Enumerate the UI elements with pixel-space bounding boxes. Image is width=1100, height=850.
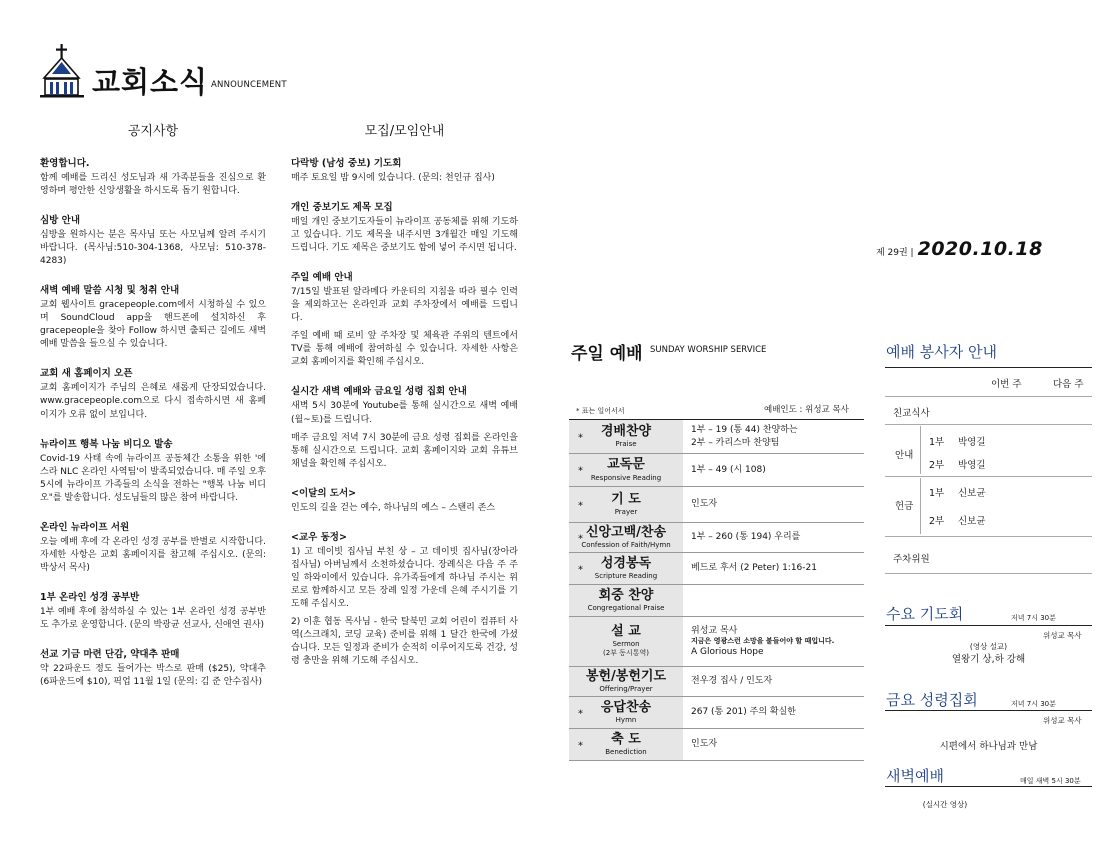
gatherings-item xyxy=(291,199,518,255)
notices-item xyxy=(40,282,266,351)
worship-order-table xyxy=(569,419,864,761)
gatherings-item xyxy=(291,269,518,369)
worship-detail-line: 1부 – 49 (시 108) xyxy=(691,464,766,475)
gatherings-heading: 모집/모임안내 xyxy=(364,124,445,139)
worship-item-detail xyxy=(683,531,864,543)
worship-detail-line: 인도자 xyxy=(691,739,718,750)
notices-item-body xyxy=(40,606,266,632)
worship-item-english: Prayer xyxy=(614,508,638,517)
gatherings-item xyxy=(291,155,518,185)
usher-part-2: 2부 xyxy=(929,460,945,471)
worship-row xyxy=(569,553,864,585)
notices-item xyxy=(40,646,266,689)
notices-item-body xyxy=(40,229,266,268)
worship-item-cell xyxy=(569,553,683,584)
worship-item-name: 설 교 xyxy=(611,623,641,639)
worship-detail-line: 지금은 영광스런 소망을 붙들어야 할 때입니다. xyxy=(691,636,835,645)
worship-detail-line: 인도자 xyxy=(691,499,718,510)
worship-item-english: Responsive Reading xyxy=(590,473,662,482)
worship-item-name: 응답찬송 xyxy=(600,699,652,715)
worship-item-english: Praise xyxy=(615,440,637,449)
wednesday-time: 저녁 7시 30분 xyxy=(1011,614,1056,622)
gatherings-item-title: <교우 동정> xyxy=(291,531,347,543)
worship-item-name: 교독문 xyxy=(607,457,645,473)
gatherings-item-body xyxy=(291,172,518,185)
servers-col-next-week: 다음 주 xyxy=(1053,379,1084,390)
worship-item-cell xyxy=(569,523,683,552)
usher-part-1: 1부 xyxy=(929,437,945,448)
worship-item-cell xyxy=(569,697,683,728)
gatherings-item-paragraph: 매주 금요일 저녁 7시 30분에 금요 성령 집회를 온라인을 통해 실시간으로 드립니다. 교회 홈페이지와 교회 유튜브 채널을 확인해 주십시오. xyxy=(291,432,518,469)
notices-item-title: 온라인 뉴라이프 서원 xyxy=(40,521,130,533)
worship-subtitle: SUNDAY WORSHIP SERVICE xyxy=(650,345,767,355)
worship-item-detail xyxy=(683,424,864,448)
issue-info xyxy=(876,238,1043,260)
notices-item-title: 교회 새 홈페이지 오픈 xyxy=(40,368,133,380)
servers-parking-label: 주차위원 xyxy=(893,554,930,565)
wednesday-leader: 위성교 목사 xyxy=(1043,631,1082,640)
worship-row xyxy=(569,420,864,454)
gatherings-item-title: <이달의 도서> xyxy=(291,487,357,499)
offering-name-1: 신보균 xyxy=(958,488,986,499)
offering-part-2: 2부 xyxy=(929,516,945,527)
page-title: 교회소식 xyxy=(92,65,209,99)
notices-item-title: 새벽 예배 말씀 시청 및 청취 안내 xyxy=(40,285,180,297)
divider xyxy=(885,476,1092,477)
servers-fellowship-label: 친교식사 xyxy=(893,408,930,419)
gatherings-item-paragraph: 매주 토요일 밤 9시에 있습니다. (문의: 천인규 집사) xyxy=(291,173,495,183)
issue-date: 2020.10.18 xyxy=(917,238,1043,260)
worship-detail-line: 1부 – 19 (통 44) 찬양하는 xyxy=(691,425,798,436)
worship-item-english: Scripture Reading xyxy=(594,572,658,581)
worship-item-english: Congregational Praise xyxy=(587,604,665,613)
worship-row xyxy=(569,729,864,761)
worship-item-name: 봉헌/봉헌기도 xyxy=(585,668,667,684)
worship-detail-line: 베드로 후서 (2 Peter) 1:16-21 xyxy=(691,563,817,574)
notices-item xyxy=(40,212,266,268)
wednesday-note: (영상 설교) xyxy=(969,642,1008,651)
friday-time: 저녁 7시 30분 xyxy=(1011,700,1056,708)
worship-item-name: 신앙고백/찬송 xyxy=(585,524,667,540)
worship-row xyxy=(569,523,864,553)
notices-item-paragraph: Covid-19 사태 속에 뉴라이프 공동체간 소통을 위한 '에스라 NLC 온라인 사역팀'이 발족되었습니다. 매 주일 오후 5시에 뉴라이프 가족들의 소식을 전하는 "행복 나눔 비디오"를 발송합니다. 성도님들의 많은 참여 바랍니다. xyxy=(40,453,266,503)
page-subtitle: ANNOUNCEMENT xyxy=(211,80,287,90)
notices-item-title: 1부 온라인 성경 공부반 xyxy=(40,591,140,603)
worship-item-cell xyxy=(569,454,683,486)
divider xyxy=(885,367,1092,368)
divider xyxy=(885,710,1092,711)
issue-volume: 제 29권 | xyxy=(876,248,914,258)
notices-item-body xyxy=(40,663,266,689)
gatherings-item-body xyxy=(291,502,518,515)
notices-item-body xyxy=(40,382,266,421)
church-icon xyxy=(40,44,84,100)
notices-item-paragraph: 함께 예배를 드리신 성도님과 새 가족분들을 진심으로 환영하며 평안한 신앙생활을 하시도록 돕기 원합니다. xyxy=(40,173,266,197)
worship-title: 주일 예배 xyxy=(571,344,643,364)
worship-item-name: 회중 찬양 xyxy=(598,587,654,603)
worship-row xyxy=(569,667,864,697)
divider xyxy=(885,536,1092,537)
standing-mark: * xyxy=(578,708,583,720)
gatherings-item-body xyxy=(291,286,518,369)
notices-item-title: 환영합니다. xyxy=(40,158,90,169)
servers-col-this-week: 이번 주 xyxy=(991,379,1022,390)
usher-name-1: 박영길 xyxy=(958,437,986,448)
worship-item-detail xyxy=(683,706,864,718)
notices-item xyxy=(40,589,266,632)
notices-item-title: 선교 기금 마련 단감, 약대추 판매 xyxy=(40,648,180,660)
worship-row xyxy=(569,697,864,729)
divider xyxy=(885,424,1092,425)
dawn-title: 새벽예배 xyxy=(886,767,944,785)
usher-name-2: 박영길 xyxy=(958,460,986,471)
gatherings-item xyxy=(291,529,518,668)
notices-list xyxy=(40,155,266,689)
worship-item-note: (2부 동시통역) xyxy=(603,649,649,658)
gatherings-item-paragraph: 2) 이훈 협동 목사님 - 한국 탈북민 교회 어린이 컴퓨터 사역(스크래치, 코딩 교육) 준비를 위해 1 달간 한국에 가셨습니다. 모든 일정과 준비가 순적히 이루어지도록 건강, 성령 충만을 위해 기도해 주십시오. xyxy=(291,616,518,667)
notices-column xyxy=(40,120,266,703)
gatherings-item-paragraph: 주일 예배 때 로비 앞 주차장 및 체육관 주위의 텐트에서 TV를 통해 예배에 참여하실 수 있습니다. 자세한 사항은 교회 홈페이지를 확인해 주십시오. xyxy=(291,331,518,368)
divider xyxy=(920,426,921,474)
servers-title: 예배 봉사자 안내 xyxy=(886,343,997,361)
gatherings-item-body xyxy=(291,400,518,470)
gatherings-item-body xyxy=(291,216,518,255)
worship-item-name: 성경봉독 xyxy=(600,555,652,571)
gatherings-item-title: 개인 중보기도 제목 모집 xyxy=(291,202,393,214)
worship-item-cell xyxy=(569,585,683,616)
servers-offering-label: 헌금 xyxy=(895,501,914,512)
friday-sermon: 시편에서 하나님과 만남 xyxy=(939,741,1038,752)
worship-detail-line: 267 (통 201) 주의 확실한 xyxy=(691,707,796,718)
notices-item-body xyxy=(40,172,266,198)
worship-item-name: 기 도 xyxy=(611,491,641,507)
gatherings-item xyxy=(291,485,518,515)
worship-item-english: Offering/Prayer xyxy=(599,685,653,694)
worship-item-detail xyxy=(683,464,864,476)
worship-item-detail xyxy=(683,498,864,510)
worship-item-detail xyxy=(683,738,864,750)
worship-item-english: Hymn xyxy=(615,716,637,725)
worship-item-english: Benediction xyxy=(605,748,647,757)
gatherings-item-title: 다락방 (남성 중보) 기도회 xyxy=(291,158,402,169)
gatherings-item xyxy=(291,383,518,470)
standing-mark: * xyxy=(578,533,583,545)
notices-item-paragraph: 교회 홈페이지가 주님의 은혜로 새롭게 단장되었습니다. www.gracepeople.com으로 다시 접속하시면 새 홈페이지가 오류 없이 보입니다. xyxy=(40,383,266,420)
worship-note: * 표는 일어서서 xyxy=(576,407,625,415)
worship-item-english: Sermon xyxy=(612,640,640,649)
notices-item-body xyxy=(40,453,266,505)
offering-part-1: 1부 xyxy=(929,488,945,499)
notices-item xyxy=(40,365,266,421)
notices-item-paragraph: 교회 웹사이트 gracepeople.com에서 시청하실 수 있으며 SoundCloud app을 핸드폰에 설치하신 후 gracepeople을 찾아 Follow 하시면 출퇴근 길에도 새벽예배 말씀을 들으실 수 있습니다. xyxy=(40,300,266,350)
gatherings-item-paragraph: 매일 개인 중보기도자들이 뉴라이프 공동체를 위해 기도하고 있습니다. 기도 제목을 내주시면 3개월간 매일 기도해 드립니다. 기도 제목은 중보기도 함에 넣어 주시면 됩니다. xyxy=(291,217,518,254)
gatherings-list xyxy=(291,155,518,668)
worship-item-cell xyxy=(569,420,683,453)
worship-item-detail xyxy=(683,625,864,659)
worship-item-name: 경배찬양 xyxy=(600,423,652,439)
worship-detail-line: A Glorious Hope xyxy=(691,647,764,658)
gatherings-column xyxy=(291,120,518,682)
worship-item-detail xyxy=(683,562,864,574)
dawn-info xyxy=(885,800,1005,811)
standing-mark: * xyxy=(578,500,583,512)
offering-name-2: 신보균 xyxy=(958,516,986,527)
notices-item-paragraph: 오늘 예배 후에 각 온라인 성경 공부를 반별로 시작합니다. 자세한 사항은 교회 홈페이지를 참고해 주십시오. (문의:박상서 목사) xyxy=(40,536,266,573)
gatherings-item-title: 실시간 새벽 예배와 금요일 성령 집회 안내 xyxy=(291,386,467,398)
gatherings-item-paragraph: 새벽 5시 30분에 Youtube를 통해 실시간으로 새벽 예배(월~토)를 드립니다. xyxy=(291,401,518,425)
worship-detail-line: 위성교 목사 xyxy=(691,625,738,636)
notices-heading: 공지사항 xyxy=(127,124,179,139)
notices-item-paragraph: 심방을 원하시는 분은 목사님 또는 사모님께 알려 주시기 바랍니다. (목사님:510-304-1368, 사모님: 510-378-4283) xyxy=(40,230,266,267)
gatherings-item-paragraph: 인도의 길을 걷는 예수, 하나님의 예스 – 스탠리 존스 xyxy=(291,502,496,513)
divider xyxy=(920,478,921,534)
notices-item xyxy=(40,155,266,198)
worship-item-cell xyxy=(569,487,683,522)
worship-leader: 예배인도 : 위성교 목사 xyxy=(764,405,849,415)
servers-usher-label: 안내 xyxy=(895,450,914,461)
notices-item-body xyxy=(40,536,266,575)
notices-item-body xyxy=(40,299,266,351)
worship-item-cell xyxy=(569,729,683,760)
divider xyxy=(885,625,1092,626)
worship-item-cell xyxy=(569,617,683,666)
gatherings-item-paragraph: 1) 고 데이빗 집사님 부친 상 – 고 데이빗 집사님(장아라 집사님) 아버님께서 소천하셨습니다. 장례식은 다음 주 주일 하와이에서 있습니다. 유가족들에게 하나님 주시는 위로로 함께하시고 모든 장례 일정 가운데 은혜 주시기를 기도해 주십시오. xyxy=(291,546,518,609)
worship-item-detail xyxy=(683,675,864,687)
worship-detail-line: 2부 – 카리스마 찬양팀 xyxy=(691,437,780,448)
wednesday-title: 수요 기도회 xyxy=(886,605,964,623)
worship-detail-line: 전우경 집사 / 인도자 xyxy=(691,676,773,687)
worship-item-name: 축 도 xyxy=(611,731,641,747)
notices-item xyxy=(40,436,266,505)
gatherings-item-title: 주일 예배 안내 xyxy=(291,272,353,284)
dawn-time: 매일 새벽 5시 30분 xyxy=(1020,777,1081,785)
wednesday-sermon: 열왕기 상,하 강해 xyxy=(951,653,1026,665)
standing-mark: * xyxy=(578,740,583,752)
notices-item-title: 뉴라이프 행복 나눔 비디오 발송 xyxy=(40,438,173,450)
worship-row xyxy=(569,585,864,617)
standing-mark: * xyxy=(578,465,583,477)
dawn-note: (실시간 영상) xyxy=(922,800,968,809)
divider xyxy=(885,573,1092,574)
standing-mark: * xyxy=(578,564,583,576)
worship-detail-line: 1부 – 260 (통 194) 우리를 xyxy=(691,532,801,543)
gatherings-item-paragraph: 7/15일 발표된 알라메다 카운티의 지침을 따라 필수 인력을 제외하고는 온라인과 교회 주차장에서 예배를 드립니다. xyxy=(291,287,518,324)
divider xyxy=(885,396,1092,397)
notices-item-paragraph: 약 22파운드 정도 들어가는 박스로 판매 ($25), 약대추 (6파운드에 $10), 픽업 11월 1일 (문의: 김 준 안수집사) xyxy=(40,663,266,688)
standing-mark: * xyxy=(578,432,583,444)
notices-item-title: 심방 안내 xyxy=(40,215,81,227)
friday-leader: 위성교 목사 xyxy=(1043,716,1082,725)
worship-item-english: Confession of Faith/Hymn xyxy=(581,541,671,550)
wednesday-info xyxy=(885,642,1092,666)
gatherings-item-body xyxy=(291,546,518,668)
notices-item-paragraph: 1부 예배 후에 참석하실 수 있는 1부 온라인 성경 공부반도 추가로 운영합니다. (문의 박광균 선교사, 신애연 권사) xyxy=(40,606,266,630)
notices-item xyxy=(40,519,266,575)
worship-row xyxy=(569,487,864,523)
worship-row xyxy=(569,617,864,667)
friday-title: 금요 성령집회 xyxy=(886,691,978,709)
divider xyxy=(885,786,1092,787)
worship-row xyxy=(569,454,864,487)
worship-item-cell xyxy=(569,667,683,696)
